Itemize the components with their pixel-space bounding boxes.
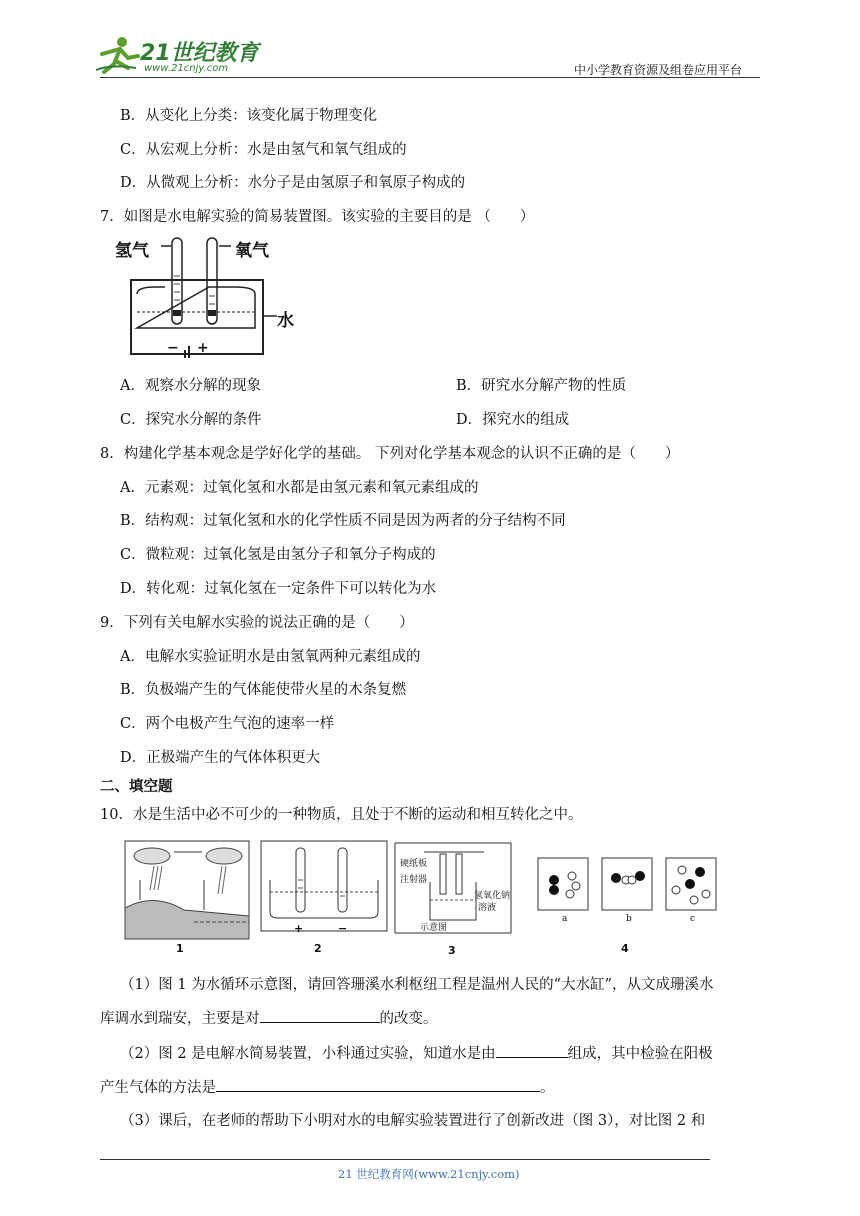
fig3-label-schematic: 示意图: [420, 923, 448, 933]
footer-rule: [100, 1159, 710, 1160]
q9-option-a: A．电解水实验证明水是由氢氧两种元素组成的: [120, 649, 421, 665]
fig4-caption: 4: [621, 942, 629, 955]
q7-option-c: C．探究水分解的条件: [120, 412, 262, 428]
q7-electrolysis-figure: [115, 232, 305, 360]
q7-option-b: B．研究水分解产物的性质: [456, 378, 627, 394]
logo: [92, 34, 262, 76]
q9-option-d: D．正极端产生的气体体积更大: [120, 750, 321, 766]
fig3-label-solution: 溶液: [478, 903, 497, 913]
q7-option-a: A．观察水分解的现象: [120, 378, 261, 394]
q10-p1-post: 的改变。: [379, 1011, 438, 1027]
q8-option-b: B．结构观：过氧化氢和水的化学性质不同是因为两者的分子结构不同: [120, 513, 566, 529]
water-cycle-figure: [124, 840, 250, 940]
q8-stem: 8．构建化学基本观念是学好化学的基础。 下列对化学基本观念的认识不正确的是（ ）: [100, 446, 680, 462]
header-right-text: 中小学教育资源及组卷应用平台: [574, 63, 743, 77]
label-hydrogen: 氢气: [115, 241, 149, 261]
q7-option-d: D．探究水的组成: [456, 412, 570, 428]
q9-option-b: B．负极端产生的气体能使带火星的木条复燃: [120, 682, 407, 698]
label-oxygen: 氧气: [235, 241, 269, 261]
label-plus: +: [197, 340, 209, 356]
q10-p2b-pre: 产生气体的方法是: [100, 1080, 216, 1096]
label-water: 水: [277, 311, 294, 331]
fig2-plus: +: [294, 922, 304, 935]
q9-option-c: C．两个电极产生气泡的速率一样: [120, 716, 335, 732]
q6-option-b: B．从变化上分类：该变化属于物理变化: [120, 108, 378, 124]
q10-p2-pre: （2）图 2 是电解水简易装置，小科通过实验，知道水是由: [120, 1046, 496, 1062]
answer-blank-2[interactable]: [496, 1043, 568, 1058]
fig4-label-b: b: [626, 914, 632, 924]
q6-option-d: D．从微观上分析：水分子是由氢原子和氧原子构成的: [120, 175, 466, 191]
q9-stem: 9．下列有关电解水实验的说法正确的是（ ）: [100, 615, 414, 631]
q10-p1-line2: [100, 1008, 438, 1029]
answer-blank-1[interactable]: [260, 1008, 380, 1023]
q8-option-a: A．元素观：过氧化氢和水都是由氢元素和氧元素组成的: [120, 480, 479, 496]
label-minus: −: [167, 340, 179, 356]
q10-p2b-post: 。: [540, 1080, 555, 1096]
fig3-caption: 3: [448, 944, 456, 957]
q10-stem: 10．水是生活中必不可少的一种物质，且处于不断的运动和相互转化之中。: [100, 807, 583, 823]
footer-text[interactable]: 21 世纪教育网(www.21cnjy.com): [338, 1167, 520, 1181]
answer-blank-3[interactable]: [216, 1077, 540, 1092]
q10-p2-line2: [100, 1077, 555, 1098]
logo-text: 21世纪教育: [140, 41, 259, 66]
fig3-label-syringe: 注射器: [400, 875, 428, 885]
q10-p2-line1: [120, 1043, 713, 1064]
fig3-label-cardboard: 硬纸板: [400, 859, 428, 869]
fig4-label-a: a: [562, 914, 568, 924]
header-rule: [100, 77, 760, 78]
q10-p3-line1: （3）课后，在老师的帮助下小明对水的电解实验装置进行了创新改进（图 3），对比图 2 和: [120, 1113, 706, 1129]
q10-p1-pre: 库调水到瑞安，主要是对: [100, 1011, 260, 1027]
electrolysis-figure-2: [260, 840, 388, 932]
q10-p1-line1: （1）图 1 为水循环示意图，请回答珊溪水利枢纽工程是温州人民的“大水缸”，从文成珊溪水: [120, 977, 714, 993]
q8-option-d: D．转化观：过氧化氢在一定条件下可以转化为水: [120, 581, 437, 597]
q7-stem: 7．如图是水电解实验的简易装置图。该实验的主要目的是 （ ）: [100, 209, 535, 225]
logo-url: www.21cnjy.com: [144, 63, 229, 74]
q6-option-c: C．从宏观上分析：水是由氢气和氧气组成的: [120, 142, 407, 158]
q8-option-c: C．微粒观：过氧化氢是由氢分子和氧分子构成的: [120, 547, 436, 563]
fig1-caption: 1: [176, 942, 184, 955]
fig4-label-c: c: [690, 914, 696, 924]
fig3-label-naoh: 氢氧化钠: [474, 891, 511, 901]
q10-p2-post: 组成，其中检验在阳极: [567, 1046, 713, 1062]
fig2-minus: −: [338, 922, 348, 935]
q10-figures: [118, 838, 718, 962]
fig2-caption: 2: [314, 942, 322, 955]
section-heading: 二、填空题: [100, 779, 173, 795]
runner-logo-icon: [92, 34, 142, 76]
